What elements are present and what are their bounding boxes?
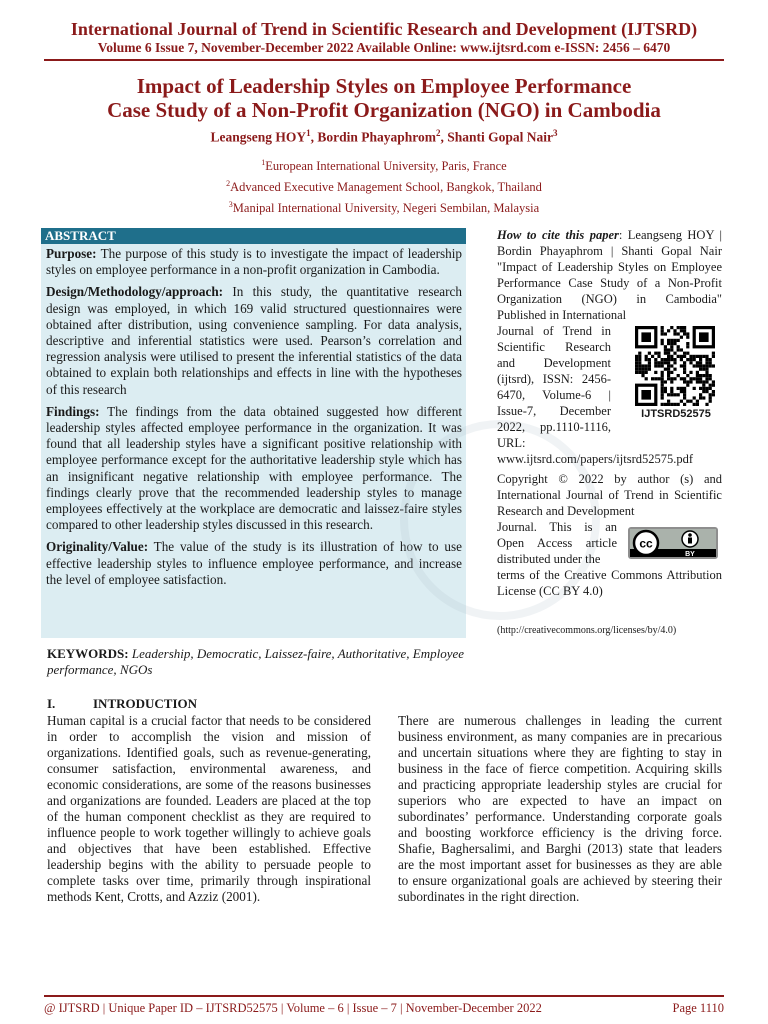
- page-number: Page 1110: [672, 1001, 724, 1015]
- abstract-heading: ABSTRACT: [41, 228, 466, 244]
- keywords-label: KEYWORDS:: [47, 646, 129, 661]
- citation-label: How to cite this paper: [497, 228, 619, 242]
- footer-divider: [44, 995, 724, 997]
- abstract-findings: [46, 402, 462, 534]
- header-divider: [44, 59, 724, 61]
- page-footer: [44, 1001, 724, 1016]
- cc-badge-graphic: [630, 529, 716, 557]
- section-number: I.: [47, 696, 56, 711]
- qr-code-graphic: [632, 326, 718, 406]
- footer-info: @ IJTSRD | Unique Paper ID – IJTSRD52575 | Volume – 6 | Issue – 7 | November-December 2022: [44, 1001, 542, 1015]
- by-label: BY: [685, 551, 695, 557]
- abstract-purpose: [46, 244, 462, 278]
- author-3: Shanti Gopal Nair: [447, 129, 554, 145]
- abstract-box: [41, 228, 466, 638]
- abstract-originality: [46, 537, 462, 588]
- keywords-text: Leadership, Democratic, Laissez-faire, Authoritative, Employee performance, NGOs: [47, 646, 465, 677]
- author-3-sup: 3: [553, 128, 558, 138]
- volume-line: Volume 6 Issue 7, November-December 2022 Available Online: www.ijtsrd.com e-ISSN: 2456 – 6470: [97, 40, 671, 55]
- affiliation-2: [0, 175, 768, 196]
- purpose-text: The purpose of this study is to investigate the impact of leadership styles on employee performance in a non-profit organization in Cambodia.: [46, 246, 463, 278]
- cc-label: cc: [639, 536, 653, 551]
- qr-paper-id: IJTSRD52575: [641, 408, 711, 420]
- affiliation-sup: 1: [261, 158, 266, 167]
- section-introduction-title: [47, 696, 197, 712]
- affiliation-text: European International University, Paris, France: [265, 159, 507, 174]
- intro-left-column: Human capital is a crucial factor that needs to be considered in order to accomplish the vision and mission of organizations. Identified goals, such as revenue-generating, consumer satisfaction, environmental awareness, and economic considerations, are some of the reasons businesses and organizations are founded. Leaders are placed at the top of the human component checklist as they are required to influence people to work together willingly to achieve goals and objectives that have been established. Effective leadership begins with the ability to persuade people to complete tasks over time, primarily through inspirational methods Kent, Crotts, and Azziz (2001).: [47, 713, 371, 904]
- affiliation-sup: 2: [226, 179, 231, 189]
- qr-code-icon: [632, 326, 718, 406]
- findings-label: Findings:: [46, 403, 100, 419]
- copyright-open-access: Journal. This is an Open Access article distributed under the: [497, 520, 617, 566]
- affiliation-sup: 3: [228, 200, 233, 210]
- section-title-text: INTRODUCTION: [93, 696, 198, 711]
- affiliation-1: [0, 154, 768, 175]
- author-1-sup: 1: [306, 128, 311, 138]
- citation-lead-text: : Leangseng HOY | Bordin Phayaphrom | Shanti Gopal Nair "Impact of Leadership Styles on Employee Performance Case Study of a Non-Profit Organization (NGO) in Cambodia" Published in International: [497, 228, 722, 322]
- author-sep: ,: [310, 129, 318, 145]
- author-list: [0, 128, 768, 146]
- author-2-sup: 2: [436, 128, 441, 138]
- purpose-label: Purpose:: [46, 246, 97, 261]
- paper-title: [20, 74, 748, 122]
- title-line-2: Case Study of a Non-Profit Organization (NGO) in Cambodia: [107, 98, 661, 122]
- keywords: [47, 646, 472, 678]
- design-text: In this study, the quantitative research design was employed, in which 169 valid structured questionnaires were obtained after distribution, using convenience sampling. For data analysis, descriptive and inferential statistics were used. Pearson’s correlation and regression analysis were utilised to present the inferential statistics of the data obtained to explain both relationships and effects in line with the hypotheses of this research: [46, 284, 463, 397]
- affiliation-3: [0, 196, 768, 217]
- author-2: Bordin Phayaphrom: [317, 129, 436, 145]
- abstract-design: [46, 282, 462, 397]
- author-1: Leangseng HOY: [210, 129, 307, 145]
- cc-license-url[interactable]: (http://creativecommons.org/licenses/by/4.0): [497, 625, 677, 636]
- affiliations: [0, 154, 768, 217]
- copyright-text: Copyright © 2022 by author (s) and International Journal of Trend in Scientific Research and Development: [497, 472, 722, 518]
- design-label: Design/Methodology/approach:: [46, 284, 224, 300]
- affiliation-text: Advanced Executive Management School, Bangkok, Thailand: [230, 180, 542, 195]
- citation-lead: [497, 228, 722, 322]
- title-line-1: Impact of Leadership Styles on Employee Performance: [136, 74, 632, 98]
- citation-url[interactable]: www.ijtsrd.com/papers/ijtsrd52575.pdf: [497, 452, 694, 466]
- originality-label: Originality/Value:: [46, 539, 149, 555]
- citation-narrow: Journal of Trend in Scientific Research and Development (ijtsrd), ISSN: 2456-6470, Volume-6 | Issue-7, December 2022, pp.1110-1116, URL:: [497, 324, 611, 450]
- cc-by-badge-icon: [628, 527, 718, 559]
- journal-title: International Journal of Trend in Scientific Research and Development (IJTSRD): [70, 19, 698, 39]
- author-sep: ,: [440, 129, 448, 145]
- intro-right-column: There are numerous challenges in leading the current business environment, as many companies are in precarious and uncertain situations where they are fighting to stay in business in the face of fierce competition. Acquiring skills and practicing appropriate leadership styles are crucial for superiors who are expected to have an impact on subordinates’ performance. Understanding corporate goals and boosting workforce efficiency is the driving force. Shafie, Baghersalimi, and Barghi (2013) state that leaders are the most important asset for businesses as they are able to ensure organizational goals are achieved by steering their subordinates in the right direction.: [398, 713, 722, 904]
- affiliation-text: Manipal International University, Negeri Sembilan, Malaysia: [232, 201, 540, 216]
- copyright-license: terms of the Creative Commons Attribution License (CC BY 4.0): [497, 568, 722, 598]
- findings-text: The findings from the data obtained suggested how different leadership styles affected employee performance in the organization. It was found that all leadership styles have a significant positive relationship with employee performance except for the authoritative leadership style which has an insignificant negative relationship with employee performance. The findings clearly prove that the recommended leadership styles to manage employees effectively at the workplace are democratic and laissez-faire styles compared to other leadership styles discussed in this research.: [46, 403, 462, 533]
- originality-text: The value of the study is its illustration of how to use effective leadership styles to influence employee performance, and increase the level of employee satisfaction.: [46, 539, 463, 587]
